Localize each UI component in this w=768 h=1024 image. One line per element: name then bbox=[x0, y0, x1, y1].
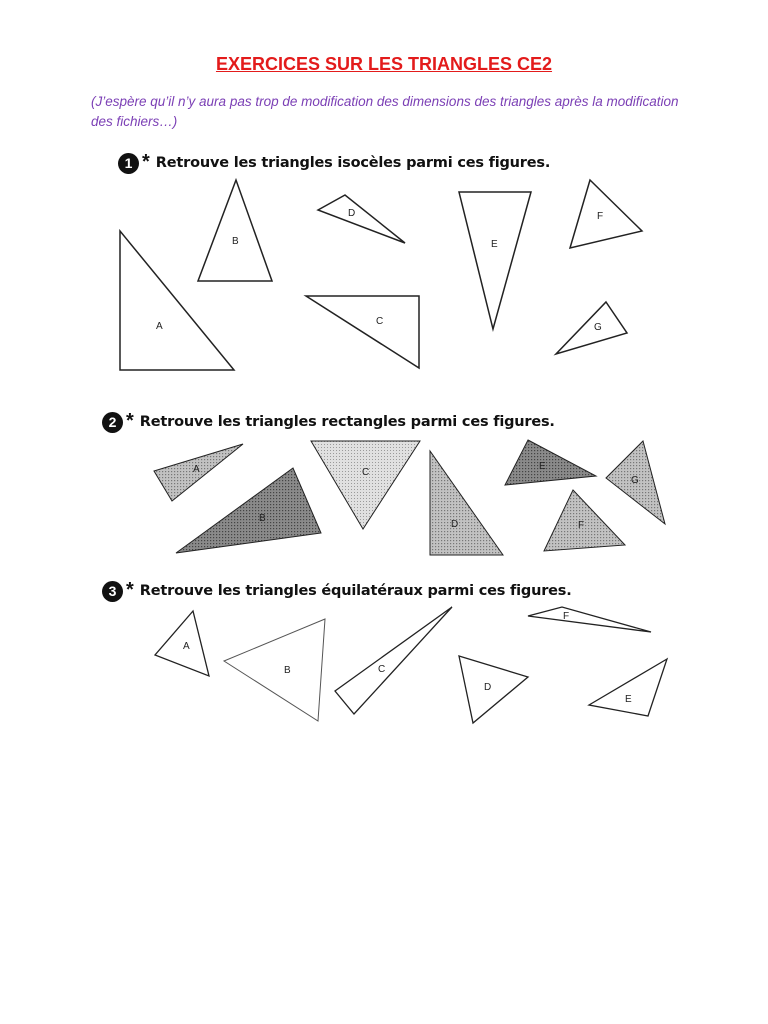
ex3-triangle-b bbox=[224, 619, 325, 721]
ex3-triangle-d bbox=[459, 656, 528, 723]
ex3-triangle-a bbox=[155, 611, 209, 676]
page-title: EXERCICES SUR LES TRIANGLES CE2 bbox=[215, 54, 553, 74]
ex1-triangle-a bbox=[120, 231, 234, 370]
ex2-triangle-f bbox=[544, 490, 625, 551]
ex1-triangle-f bbox=[570, 180, 642, 248]
ex2-label-d: D bbox=[451, 519, 459, 530]
ex2-triangle-d bbox=[430, 451, 503, 555]
ex3-triangle-f bbox=[528, 607, 651, 632]
ex3-label-d: D bbox=[484, 682, 492, 693]
ex1-triangle-d bbox=[318, 195, 405, 243]
exercise-2-instruction: Retrouve les triangles rectangles parmi ces figures. bbox=[139, 414, 555, 430]
exercise-2-triangles bbox=[154, 440, 665, 555]
exercise-2-number: 2 bbox=[102, 412, 123, 433]
ex1-triangle-c bbox=[306, 296, 419, 368]
ex2-triangle-c bbox=[311, 441, 420, 529]
ex3-label-e: E bbox=[625, 694, 632, 705]
exercise-3-labels bbox=[183, 611, 632, 705]
author-note: (J’espère qu’il n’y aura pas trop de modification des dimensions des triangles après la modification des fichiers…) bbox=[91, 94, 679, 129]
ex2-label-e: E bbox=[539, 461, 546, 472]
ex2-triangle-e bbox=[505, 440, 596, 485]
exercise-1-labels bbox=[156, 208, 603, 333]
ex1-label-g: G bbox=[594, 322, 602, 333]
ex1-label-d: D bbox=[348, 208, 356, 219]
exercise-1-star: * bbox=[142, 150, 150, 173]
ex3-label-b: B bbox=[284, 665, 291, 676]
ex3-triangle-e bbox=[589, 659, 667, 716]
exercise-2-star: * bbox=[126, 409, 134, 432]
ex1-triangle-g bbox=[556, 302, 627, 354]
ex2-label-a: A bbox=[193, 464, 200, 475]
ex3-triangle-c bbox=[335, 607, 452, 714]
exercise-3-instruction: Retrouve les triangles équilatéraux parmi ces figures. bbox=[139, 583, 572, 599]
ex1-label-e: E bbox=[491, 239, 498, 250]
ex2-label-b: B bbox=[259, 513, 266, 524]
ex1-triangle-e bbox=[459, 192, 531, 329]
exercise-1-instruction: Retrouve les triangles isocèles parmi ces figures. bbox=[155, 155, 551, 171]
ex1-label-f: F bbox=[597, 211, 604, 222]
ex2-label-g: G bbox=[631, 475, 639, 486]
exercise-3-star: * bbox=[126, 578, 134, 601]
exercise-1-triangles bbox=[120, 180, 642, 370]
exercise-3-triangles bbox=[155, 607, 667, 723]
exercise-1-number: 1 bbox=[118, 153, 139, 174]
ex1-label-c: C bbox=[376, 316, 384, 327]
ex2-label-c: C bbox=[362, 467, 370, 478]
ex2-label-f: F bbox=[578, 520, 585, 531]
ex3-label-f: F bbox=[563, 611, 570, 622]
ex3-label-a: A bbox=[183, 641, 190, 652]
exercise-3-number: 3 bbox=[102, 581, 123, 602]
ex1-label-b: B bbox=[232, 236, 239, 247]
ex3-label-c: C bbox=[378, 664, 386, 675]
ex1-triangle-b bbox=[198, 180, 272, 281]
ex1-label-a: A bbox=[156, 321, 163, 332]
